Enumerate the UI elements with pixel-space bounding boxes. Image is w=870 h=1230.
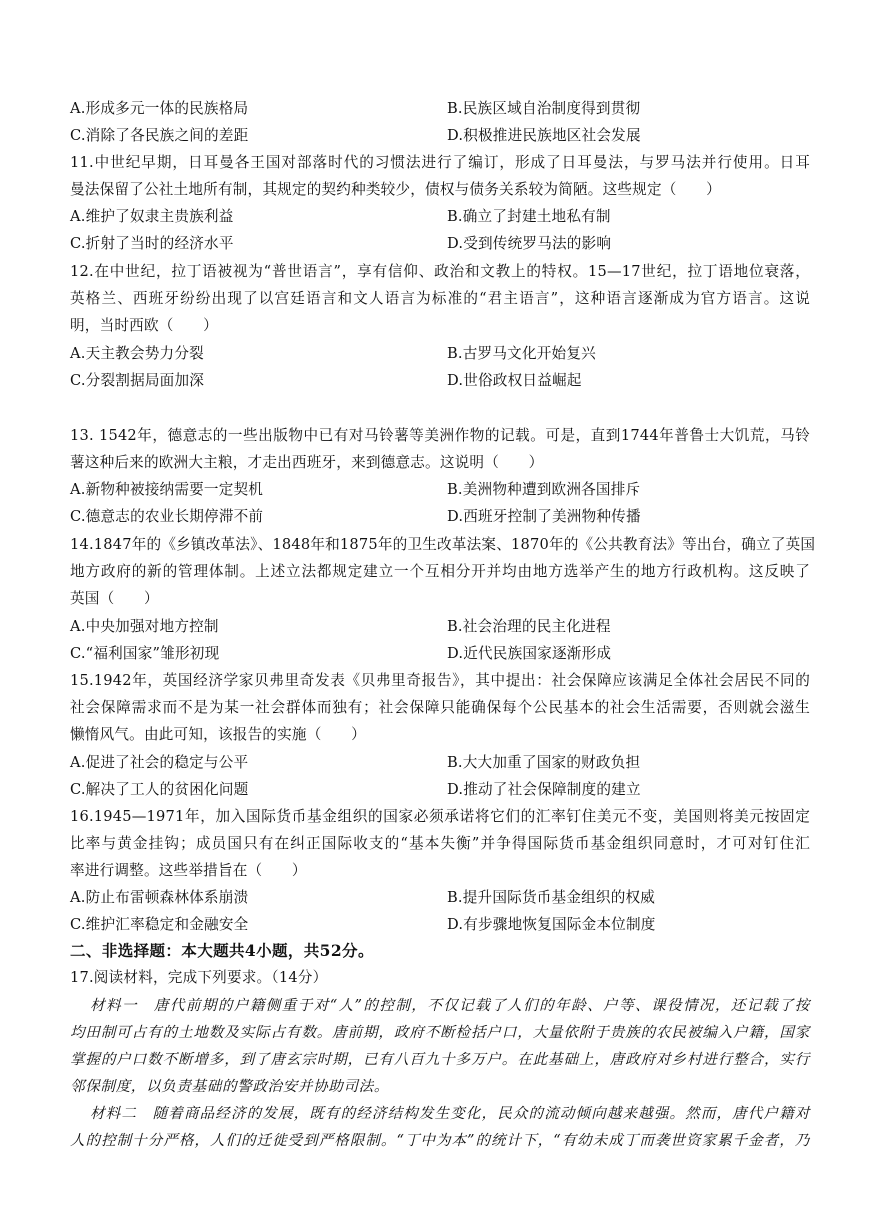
q16-option-c[interactable]: C.维护汇率稳定和金融安全 bbox=[70, 916, 249, 933]
q13-option-b[interactable]: B.美洲物种遭到欧洲各国排斥 bbox=[447, 481, 641, 498]
q16-options-row-2 bbox=[70, 915, 810, 935]
q15-option-a[interactable]: A.促进了社会的稳定与公平 bbox=[70, 754, 249, 771]
q12-option-b[interactable]: B.古罗马文化开始复兴 bbox=[447, 345, 596, 362]
q16-option-b[interactable]: B.提升国际货币基金组织的权威 bbox=[447, 889, 656, 906]
q16-option-a[interactable]: A.防止布雷顿森林体系崩溃 bbox=[70, 889, 249, 906]
q16-stem-line-1: 16.1945—1971年，加入国际货币基金组织的国家必须承诺将它们的汇率钉住美元不变，美国则将美元按固定 bbox=[70, 808, 810, 825]
q10-option-a[interactable]: A.形成多元一体的民族格局 bbox=[70, 100, 249, 117]
q14-stem-line-2: 地方政府的新的管理体制。上述立法都规定建立一个互相分开并均由地方选举产生的地方行政机构。这反映了 bbox=[70, 563, 810, 580]
q12-options-row-1 bbox=[70, 344, 810, 364]
q12-option-d[interactable]: D.世俗政权日益崛起 bbox=[447, 372, 582, 389]
q11-options-row-1 bbox=[70, 207, 810, 227]
q10-option-d[interactable]: D.积极推进民族地区社会发展 bbox=[447, 127, 641, 144]
q11-stem-line-2: 曼法保留了公社土地所有制，其规定的契约种类较少，债权与债务关系较为简陋。这些规定（ ） bbox=[70, 181, 721, 198]
q14-options-row-2 bbox=[70, 644, 810, 664]
q17-material-1-line-1: 材料一 唐代前期的户籍侧重于对“人”的控制，不仅记载了人们的年龄、户等、课役情况，还记载了按 bbox=[90, 997, 810, 1014]
q17-intro: 17.阅读材料，完成下列要求。（14分） bbox=[70, 969, 328, 986]
q15-option-d[interactable]: D.推动了社会保障制度的建立 bbox=[447, 781, 641, 798]
q15-options-row-2 bbox=[70, 780, 810, 800]
q13-options-row-1 bbox=[70, 480, 810, 500]
q13-stem-line-2: 薯这种后来的欧洲大主粮，才走出西班牙，来到德意志。这说明（ ） bbox=[70, 454, 544, 471]
q12-option-c[interactable]: C.分裂割据局面加深 bbox=[70, 372, 205, 389]
q11-stem-line-1: 11.中世纪早期，日耳曼各王国对部落时代的习惯法进行了编订，形成了日耳曼法，与罗马法并行使用。日耳 bbox=[70, 154, 810, 171]
q15-stem-line-3: 懒惰风气。由此可知，该报告的实施（ ） bbox=[70, 726, 366, 743]
q10-option-c[interactable]: C.消除了各民族之间的差距 bbox=[70, 127, 249, 144]
q14-stem-line-3: 英国（ ） bbox=[70, 590, 159, 607]
q16-stem-line-3: 率进行调整。这些举措旨在（ ） bbox=[70, 862, 307, 879]
q17-material-1-line-4: 邻保制度，以负责基础的警政治安并协助司法。 bbox=[70, 1078, 390, 1095]
q14-option-c[interactable]: C.“福利国家”雏形初现 bbox=[70, 645, 220, 662]
q12-stem-line-1: 12.在中世纪，拉丁语被视为“普世语言”，享有信仰、政治和文教上的特权。15—17世纪，拉丁语地位衰落， bbox=[70, 263, 810, 280]
q15-options-row-1 bbox=[70, 753, 810, 773]
q10-options-row-1 bbox=[70, 99, 810, 119]
q11-options-row-2 bbox=[70, 234, 810, 254]
q13-options-row-2 bbox=[70, 507, 810, 527]
q14-options-row-1 bbox=[70, 617, 810, 637]
q13-option-a[interactable]: A.新物种被接纳需要一定契机 bbox=[70, 481, 264, 498]
q12-option-a[interactable]: A.天主教会势力分裂 bbox=[70, 345, 204, 362]
q12-options-row-2 bbox=[70, 371, 810, 391]
section-2-heading: 二、非选择题：本大题共4小题，共52分。 bbox=[70, 941, 374, 960]
q13-stem-line-1: 13. 1542年，德意志的一些出版物中已有对马铃薯等美洲作物的记载。可是，直到1744年普鲁士大饥荒，马铃 bbox=[70, 427, 810, 444]
q16-option-d[interactable]: D.有步骤地恢复国际金本位制度 bbox=[447, 916, 656, 933]
q13-option-d[interactable]: D.西班牙控制了美洲物种传播 bbox=[447, 508, 641, 525]
q17-material-2-line-1: 材料二 随着商品经济的发展，既有的经济结构发生变化，民众的流动倾向越来越强。然而，唐代户籍对 bbox=[90, 1105, 810, 1122]
q14-option-a[interactable]: A.中央加强对地方控制 bbox=[70, 618, 219, 635]
q17-material-2-line-2: 人的控制十分严格，人们的迁徙受到严格限制。“丁中为本”的统计下，“有幼未成丁而袭世资家累千金者，乃 bbox=[70, 1132, 810, 1149]
q11-option-d[interactable]: D.受到传统罗马法的影响 bbox=[447, 235, 612, 252]
q14-stem-line-1: 14.1847年的《乡镇改革法》、1848年和1875年的卫生改革法案、1870年的《公共教育法》等出台，确立了英国 bbox=[70, 536, 816, 553]
q14-option-d[interactable]: D.近代民族国家逐渐形成 bbox=[447, 645, 612, 662]
q14-option-b[interactable]: B.社会治理的民主化进程 bbox=[447, 618, 611, 635]
q17-material-1-line-2: 均田制可占有的土地数及实际占有数。唐前期，政府不断检括户口，大量依附于贵族的农民被编入户籍，国家 bbox=[70, 1024, 810, 1041]
q16-stem-line-2: 比率与黄金挂钩；成员国只有在纠正国际收支的“基本失衡”并争得国际货币基金组织同意时，才可对钉住汇 bbox=[70, 835, 810, 852]
q15-option-b[interactable]: B.大大加重了国家的财政负担 bbox=[447, 754, 641, 771]
q12-stem-line-3: 明，当时西欧（ ） bbox=[70, 317, 218, 334]
q11-option-c[interactable]: C.折射了当时的经济水平 bbox=[70, 235, 234, 252]
q15-stem-line-2: 社会保障需求而不是为某一社会群体而独有；社会保障只能确保每个公民基本的社会生活需要，否则就会滋生 bbox=[70, 699, 810, 716]
q17-material-1-line-3: 掌握的户口数不断增多，到了唐玄宗时期，已有八百九十多万户。在此基础上，唐政府对乡村进行整合，实行 bbox=[70, 1051, 810, 1068]
q10-options-row-2 bbox=[70, 126, 810, 146]
q10-option-b[interactable]: B.民族区域自治制度得到贯彻 bbox=[447, 100, 641, 117]
q16-options-row-1 bbox=[70, 888, 810, 908]
q15-option-c[interactable]: C.解决了工人的贫困化问题 bbox=[70, 781, 249, 798]
q11-option-b[interactable]: B.确立了封建土地私有制 bbox=[447, 208, 611, 225]
q11-option-a[interactable]: A.维护了奴隶主贵族利益 bbox=[70, 208, 234, 225]
q13-option-c[interactable]: C.德意志的农业长期停滞不前 bbox=[70, 508, 264, 525]
q12-stem-line-2: 英格兰、西班牙纷纷出现了以宫廷语言和文人语言为标准的“君主语言”，这种语言逐渐成为官方语言。这说 bbox=[70, 290, 810, 307]
q15-stem-line-1: 15.1942年，英国经济学家贝弗里奇发表《贝弗里奇报告》，其中提出：社会保障应该满足全体社会居民不同的 bbox=[70, 672, 810, 689]
